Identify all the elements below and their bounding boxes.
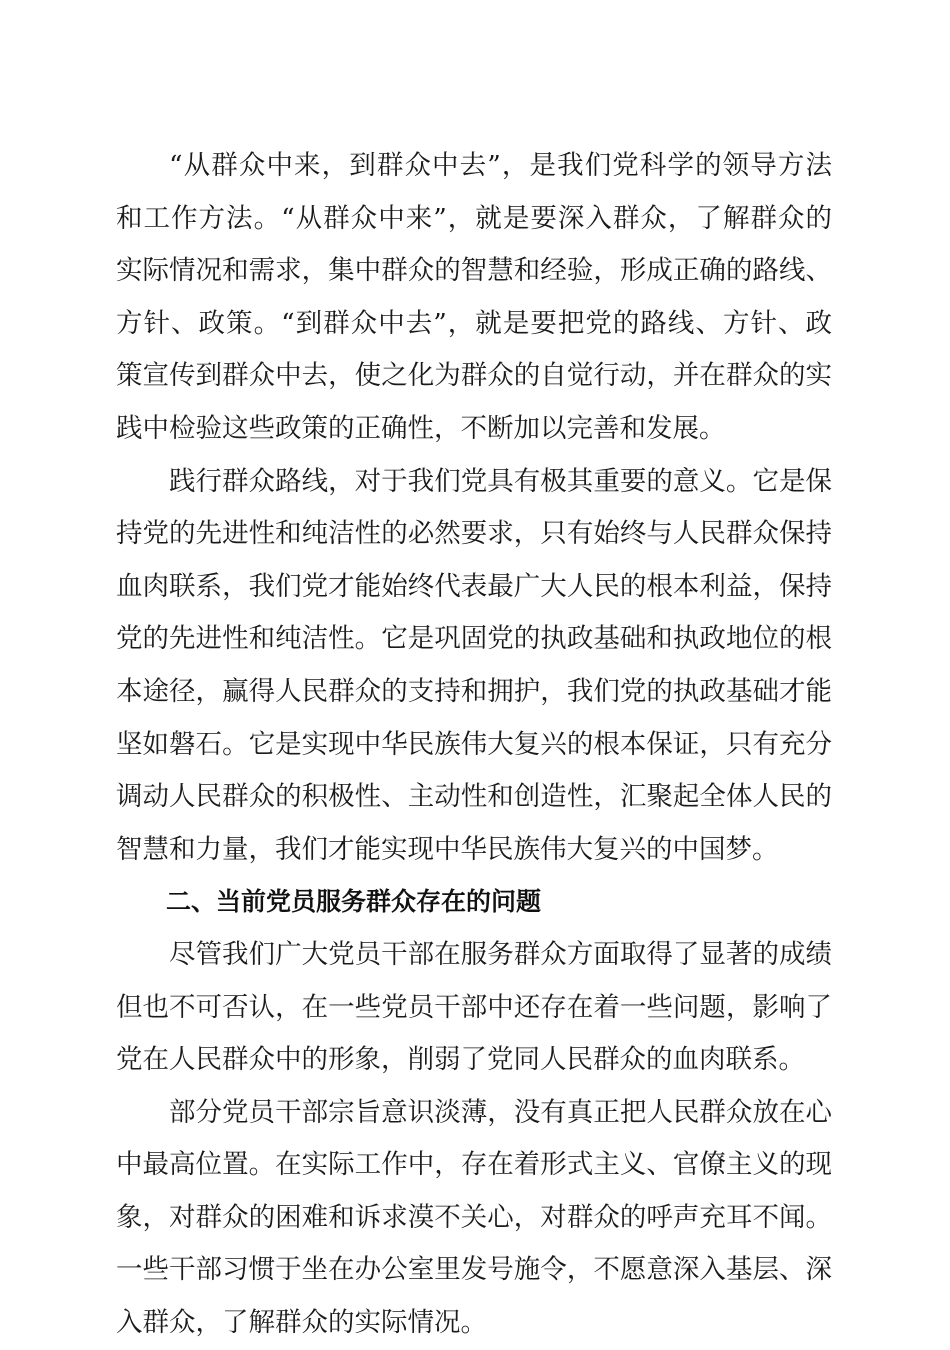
paragraph-problems-overview: 尽管我们广大党员干部在服务群众方面取得了显著的成绩但也不可否认，在一些党员干部中还存在着一些问题，影响了党在人民群众中的形象，削弱了党同人民群众的血肉联系。 [116, 938, 832, 1076]
document-body [116, 140, 832, 1350]
paragraph-mass-line-method: “从群众中来，到群众中去”，是我们党科学的领导方法和工作方法。“从群众中来”，就是要深入群众，了解群众的实际情况和需求，集中群众的智慧和经验，形成正确的路线、方针、政策。“到群众中去”，就是要把党的路线、方针、政策宣传到群众中去，使之化为群众的自觉行动，并在群众的实践中检验这些政策的正确性，不断加以完善和发展。 [116, 150, 832, 444]
paragraph-mass-line-significance: 践行群众路线，对于我们党具有极其重要的意义。它是保持党的先进性和纯洁性的必然要求，只有始终与人民群众保持血肉联系，我们党才能始终代表最广大人民的根本利益，保持党的先进性和纯洁性。它是巩固党的执政基础和执政地位的根本途径，赢得人民群众的支持和拥护，我们党的执政基础才能坚如磐石。它是实现中华民族伟大复兴的根本保证，只有充分调动人民群众的积极性、主动性和创造性，汇聚起全体人民的智慧和力量，我们才能实现中华民族伟大复兴的中国梦。 [116, 465, 832, 865]
section-heading: 二、当前党员服务群众存在的问题 [166, 887, 542, 917]
paragraph-weak-purpose-awareness: 部分党员干部宗旨意识淡薄，没有真正把人民群众放在心中最高位置。在实际工作中，存在着形式主义、官僚主义的现象，对群众的困难和诉求漠不关心，对群众的呼声充耳不闻。一些干部习惯于坐在办公室里发号施令，不愿意深入基层、深入群众，了解群众的实际情况。 [116, 1096, 832, 1339]
